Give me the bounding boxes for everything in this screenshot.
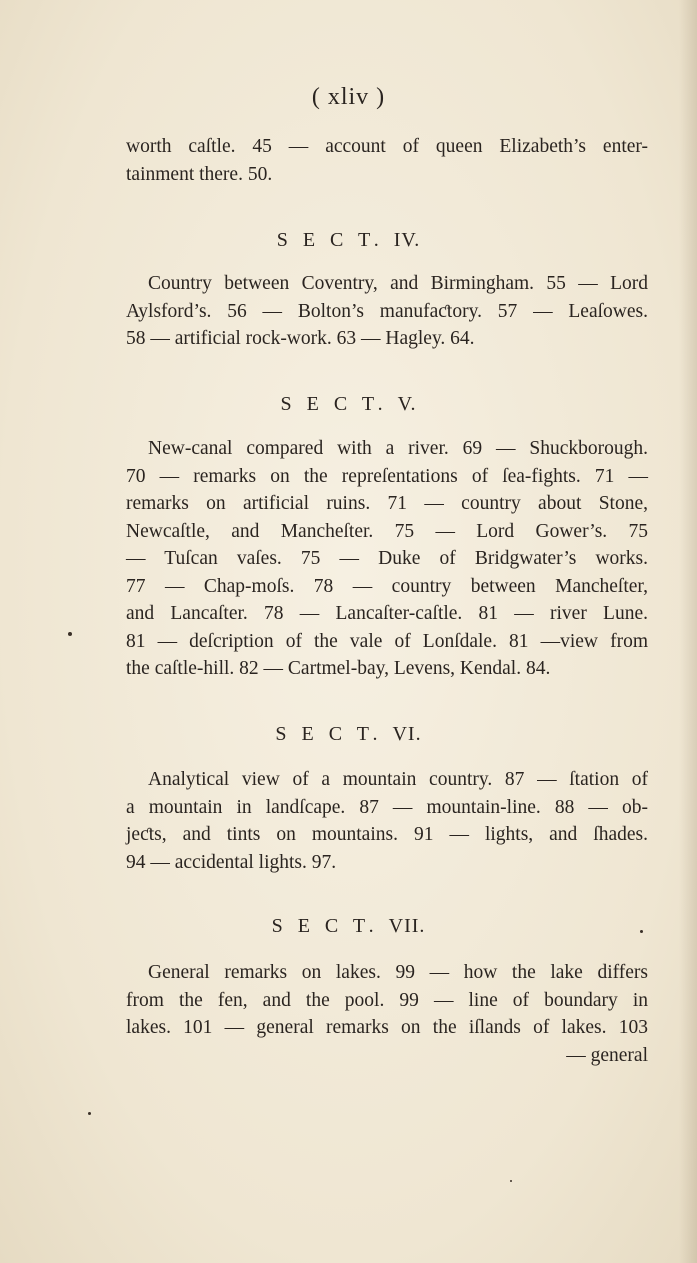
text-line: the caſtle-hill. 82 — Cartmel-bay, Levens, Kendal. 84. xyxy=(126,658,551,679)
section-number: VII. xyxy=(388,915,426,937)
paper-speck xyxy=(640,930,643,933)
section-v-paragraph xyxy=(126,435,648,683)
text-line: 58 — artificial rock-work. 63 — Hagley. 64. xyxy=(126,328,475,349)
section-heading-vi xyxy=(0,723,697,746)
section-heading-vii xyxy=(0,915,697,938)
text-line: 77 — Chap-moſs. 78 — country between Mancheſter, xyxy=(126,575,648,597)
text-line: lakes. 101 — general remarks on the iſlands of lakes. 103 xyxy=(126,1017,648,1038)
text-line: tainment there. 50. xyxy=(126,163,273,185)
section-number: IV. xyxy=(393,229,421,251)
text-line: worth caſtle. 45 — account of queen Elizabeth’s enter- xyxy=(126,136,648,157)
section-vii-paragraph xyxy=(126,959,648,1069)
intro-paragraph xyxy=(126,133,648,188)
section-label: S E C T. xyxy=(271,915,379,937)
text-line: 94 — accidental lights. 97. xyxy=(126,851,337,873)
text-line: remarks on artificial ruins. 71 — country about Stone, xyxy=(126,493,648,514)
text-line: New-canal compared with a river. 69 — Shuckborough. xyxy=(148,438,648,459)
catchword: — general xyxy=(566,1044,648,1066)
section-label: S E C T. xyxy=(276,229,384,251)
page-number: ( xliv ) xyxy=(311,84,386,110)
text-line: from the fen, and the pool. 99 — line of boundary in xyxy=(126,989,648,1011)
text-line: Country between Coventry, and Birmingham. 55 — Lord xyxy=(148,273,648,294)
paper-speck xyxy=(88,1112,91,1115)
paper-speck xyxy=(510,1180,512,1182)
section-number: VI. xyxy=(392,723,422,745)
text-line: Newcaſtle, and Mancheſter. 75 — Lord Gower’s. 75 xyxy=(126,520,648,542)
section-label: S E C T. xyxy=(275,723,383,745)
paper-speck xyxy=(68,632,72,636)
section-iv-paragraph xyxy=(126,270,648,353)
text-line: jeƈts, and tints on mountains. 91 — lights, and ſhades. xyxy=(126,824,648,845)
section-heading-iv xyxy=(0,229,697,252)
text-line: 70 — remarks on the repreſentations of ſea-fights. 71 — xyxy=(126,465,648,487)
text-line: — Tuſcan vaſes. 75 — Duke of Bridgwater’s works. xyxy=(126,548,648,569)
text-line: a mountain in landſcape. 87 — mountain-line. 88 — ob- xyxy=(126,796,648,818)
section-vi-paragraph xyxy=(126,766,648,876)
text-line: Aylsford’s. 56 — Bolton’s manufaƈtory. 57 — Leaſowes. xyxy=(126,300,648,322)
text-line: 81 — deſcription of the vale of Lonſdale. 81 —view from xyxy=(126,630,648,652)
section-heading-v xyxy=(0,393,697,416)
text-line: and Lancaſter. 78 — Lancaſter-caſtle. 81 — river Lune. xyxy=(126,603,648,624)
page-edge-shadow xyxy=(679,0,697,1263)
text-line: General remarks on lakes. 99 — how the lake differs xyxy=(148,962,648,983)
section-label: S E C T. xyxy=(280,393,388,415)
text-line: Analytical view of a mountain country. 87 — ſtation of xyxy=(148,769,648,790)
section-number: V. xyxy=(397,393,417,415)
